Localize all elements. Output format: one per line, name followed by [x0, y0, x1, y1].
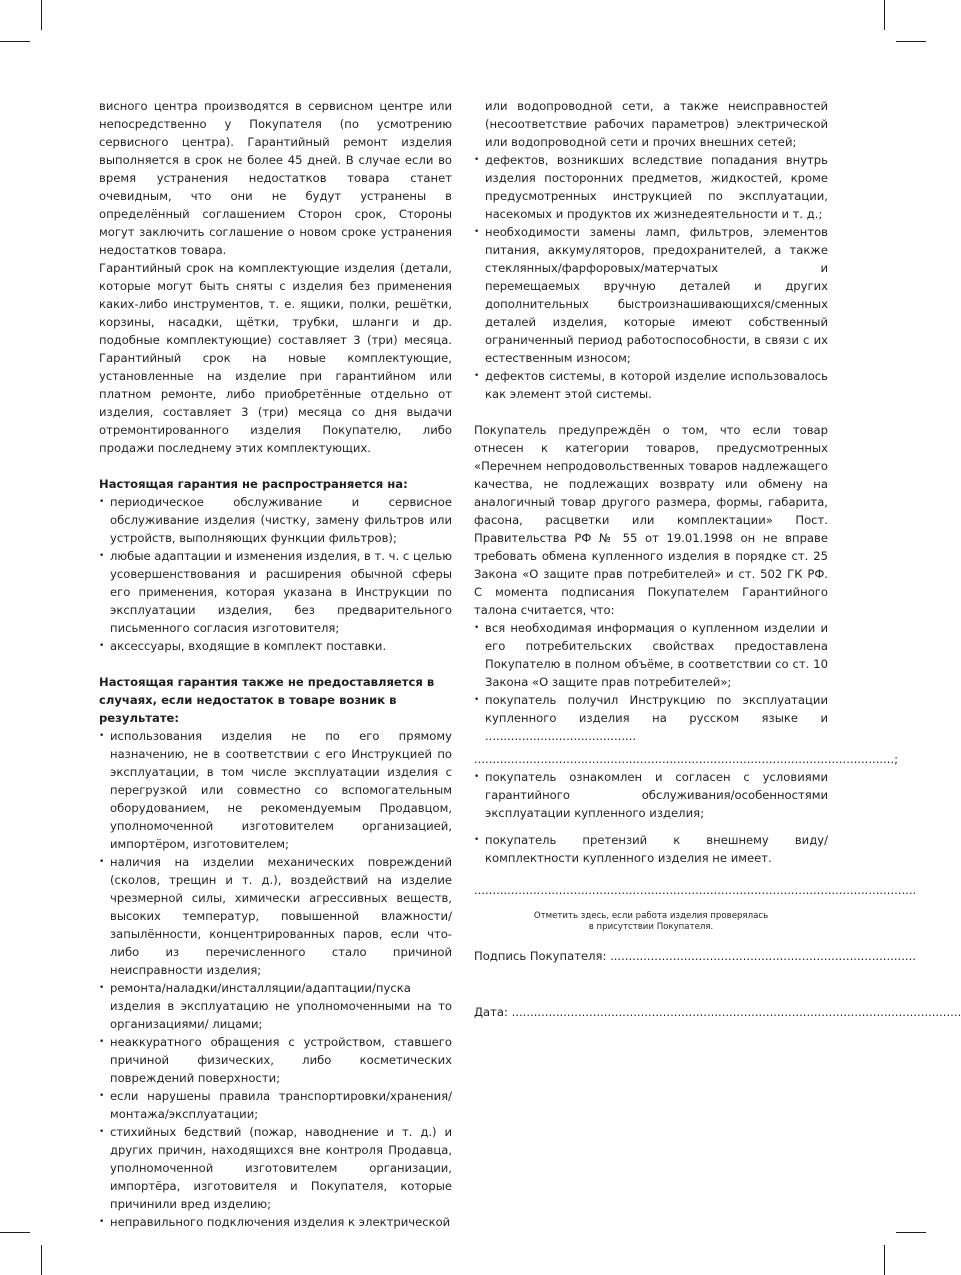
crop-mark [0, 41, 30, 42]
list-item: • покупатель претензий к внешнему виду/комплектности купленного изделия не имеет. [474, 831, 828, 867]
list-item: • аксессуары, входящие в комплект поставки. [99, 637, 452, 655]
crop-mark [41, 0, 42, 30]
list-item: • если нарушены правила транспортировки/хранения/монтажа/эксплуатации; [99, 1087, 452, 1123]
crop-mark [41, 1245, 42, 1275]
buyer-acknowledgement-list-3 [474, 831, 828, 867]
list-item: • вся необходимая информация о купленном изделии и его потребительских свойствах предоставлена Покупателю в полном объёме, в соответствии со ст. 10 Закона «О защите прав потребителей»; [474, 619, 828, 691]
service-paragraph: висного центра производятся в сервисном центре или непосредственно у Покупателя (по усмотрению сервисного центра). Гарантийный ремонт изделия выполняется в срок не более 45 дней. В случае если во время устранения недостатков товара станет очевидным, что они не будут устранены в определённый соглашением Сторон срок, Стороны могут заключить соглашение о новом сроке устранения недостатков товара. [99, 99, 452, 257]
date-label: Дата: [474, 1005, 508, 1019]
defect-causes-list-continued [474, 97, 828, 403]
list-item: • необходимости замены ламп, фильтров, элементов питания, аккумуляторов, предохранителей, а также стеклянных/фарфоровых/матерчатых и перемещаемых вручную деталей и других дополнительных быстроизнашивающихся/сменных деталей изделия, которые имеют собственный ограниченный период работоспособности, в связи с их естественным износом; [474, 223, 828, 367]
fill-in-line[interactable]: ..................................................................................................................; [474, 752, 899, 766]
right-column [474, 97, 961, 1021]
defect-causes-heading: Настоящая гарантия также не предоставляется в случаях, если недостаток в товаре возник в результате: [99, 675, 435, 725]
buyer-acknowledgement-list [474, 619, 828, 745]
left-column [99, 97, 452, 1231]
check-note-line2: в присутствии Покупателя. [588, 922, 714, 932]
buyer-acknowledgement-list-2 [474, 768, 828, 822]
defect-causes-list [99, 727, 452, 1231]
list-item: • неаккуратного обращения с устройством, ставшего причиной физических, либо косметических повреждений поверхности; [99, 1033, 452, 1087]
buyer-signature-field[interactable] [474, 947, 916, 965]
list-item: • стихийных бедствий (пожар, наводнение и т. д.) и других причин, находящихся вне контроля Продавца, уполномоченной изготовителем организации, импортёра, изготовителя и Покупателя, которые причинили вред изделию; [99, 1123, 452, 1213]
exclusions-heading: Настоящая гарантия не распространяется на: [99, 477, 408, 491]
buyer-warning-paragraph: Покупатель предупреждён о том, что если товар отнесен к категории товаров, предусмотренных «Перечнем непродовольственных товаров надлежащего качества, не подлежащих возврату или обмену на аналогичный товар другого размера, формы, габарита, фасона, расцветки или комплектации» Пост. Правительства РФ № 55 от 19.01.1998 он не вправе требовать обмена купленного изделия в порядке ст. 25 Закона «О защите прав потребителей» и ст. 502 ГК РФ. С момента подписания Покупателем Гарантийного талона считается, что: [474, 423, 828, 617]
crop-mark [884, 1245, 885, 1275]
list-item-continuation: или водопроводной сети, а также неисправностей (несоответствие рабочих параметров) электрической или водопроводной сети и прочих внешних сетей; [485, 99, 828, 149]
crop-mark [0, 1232, 30, 1233]
list-item: • дефектов системы, в которой изделие использовалось как элемент этой системы. [474, 367, 828, 403]
check-note [474, 911, 828, 933]
crop-mark [896, 1232, 926, 1233]
list-item: • ремонта/наладки/инсталляции/адаптации/пуска изделия в эксплуатацию не уполномоченными на то организациями/ лицами; [99, 979, 452, 1033]
list-item: • неправильного подключения изделия к электрической [99, 1213, 452, 1231]
instruction-received-text: покупатель получил Инструкцию по эксплуатации купленного изделия на русском языке и [485, 693, 828, 725]
list-item: • использования изделия не по его прямому назначению, не в соответствии с его Инструкцией по эксплуатации, в том числе эксплуатации изделия с перегрузкой или совместно со вспомогательным оборудованием, не рекомендуемым Продавцом, уполномоченной изготовителем организацией, импортёром, изготовителем; [99, 727, 452, 853]
list-item: • дефектов, возникших вследствие попадания внутрь изделия посторонних предметов, жидкостей, кроме предусмотренных инструкцией по эксплуатации, насекомых и продуктов их жизнедеятельности и т. д.; [474, 151, 828, 223]
check-note-line1: Отметить здесь, если работа изделия проверялась [533, 911, 769, 921]
date-field[interactable] [474, 1003, 961, 1021]
components-paragraph: Гарантийный срок на комплектующие изделия (детали, которые могут быть сняты с изделия без применения каких-либо инструментов, т. е. ящики, полки, решётки, корзины, насадки, щётки, трубки, шланги и др. подобные комплектующие) составляет 3 (три) месяца. Гарантийный срок на новые комплектующие, установленные на изделие при гарантийном или платном ремонте, либо приобретённые отдельно от изделия, составляет 3 (три) месяца со дня выдачи отремонтированного изделия Покупателю, либо продажи последнему этих комплектующих. [99, 261, 452, 455]
check-mark-line[interactable]: ........................................................................................................................ [474, 883, 917, 897]
list-item: • наличия на изделии механических повреждений (сколов, трещин и т. д.), воздействий на изделие чрезмерной силы, химически агрессивных веществ, высоких температур, повышенной влажности/запылённости, концентрированных паров, если что-либо из перечисленного стало причиной неисправности изделия; [99, 853, 452, 979]
list-item: • периодическое обслуживание и сервисное обслуживание изделия (чистку, замену фильтров или устройств, выполняющих функции фильтров); [99, 493, 452, 547]
list-item: • покупатель ознакомлен и согласен с условиями гарантийного обслуживания/особенностями эксплуатации купленного изделия; [474, 768, 828, 822]
signature-dots: ................................................................................... [610, 949, 916, 963]
list-item: • любые адаптации и изменения изделия, в т. ч. с целью усовершенствования и расширения обычной сферы его применения, которая указана в Инструкции по эксплуатации изделия, без предварительного письменного согласия изготовителя; [99, 547, 452, 637]
list-item [474, 691, 828, 745]
exclusions-list [99, 493, 452, 655]
instruction-language-dots: ......................................... [485, 729, 637, 743]
signature-label: Подпись Покупателя: [474, 949, 607, 963]
crop-mark [884, 0, 885, 30]
date-dots: .......................................................................................................................... [511, 1005, 961, 1019]
crop-mark [896, 41, 926, 42]
